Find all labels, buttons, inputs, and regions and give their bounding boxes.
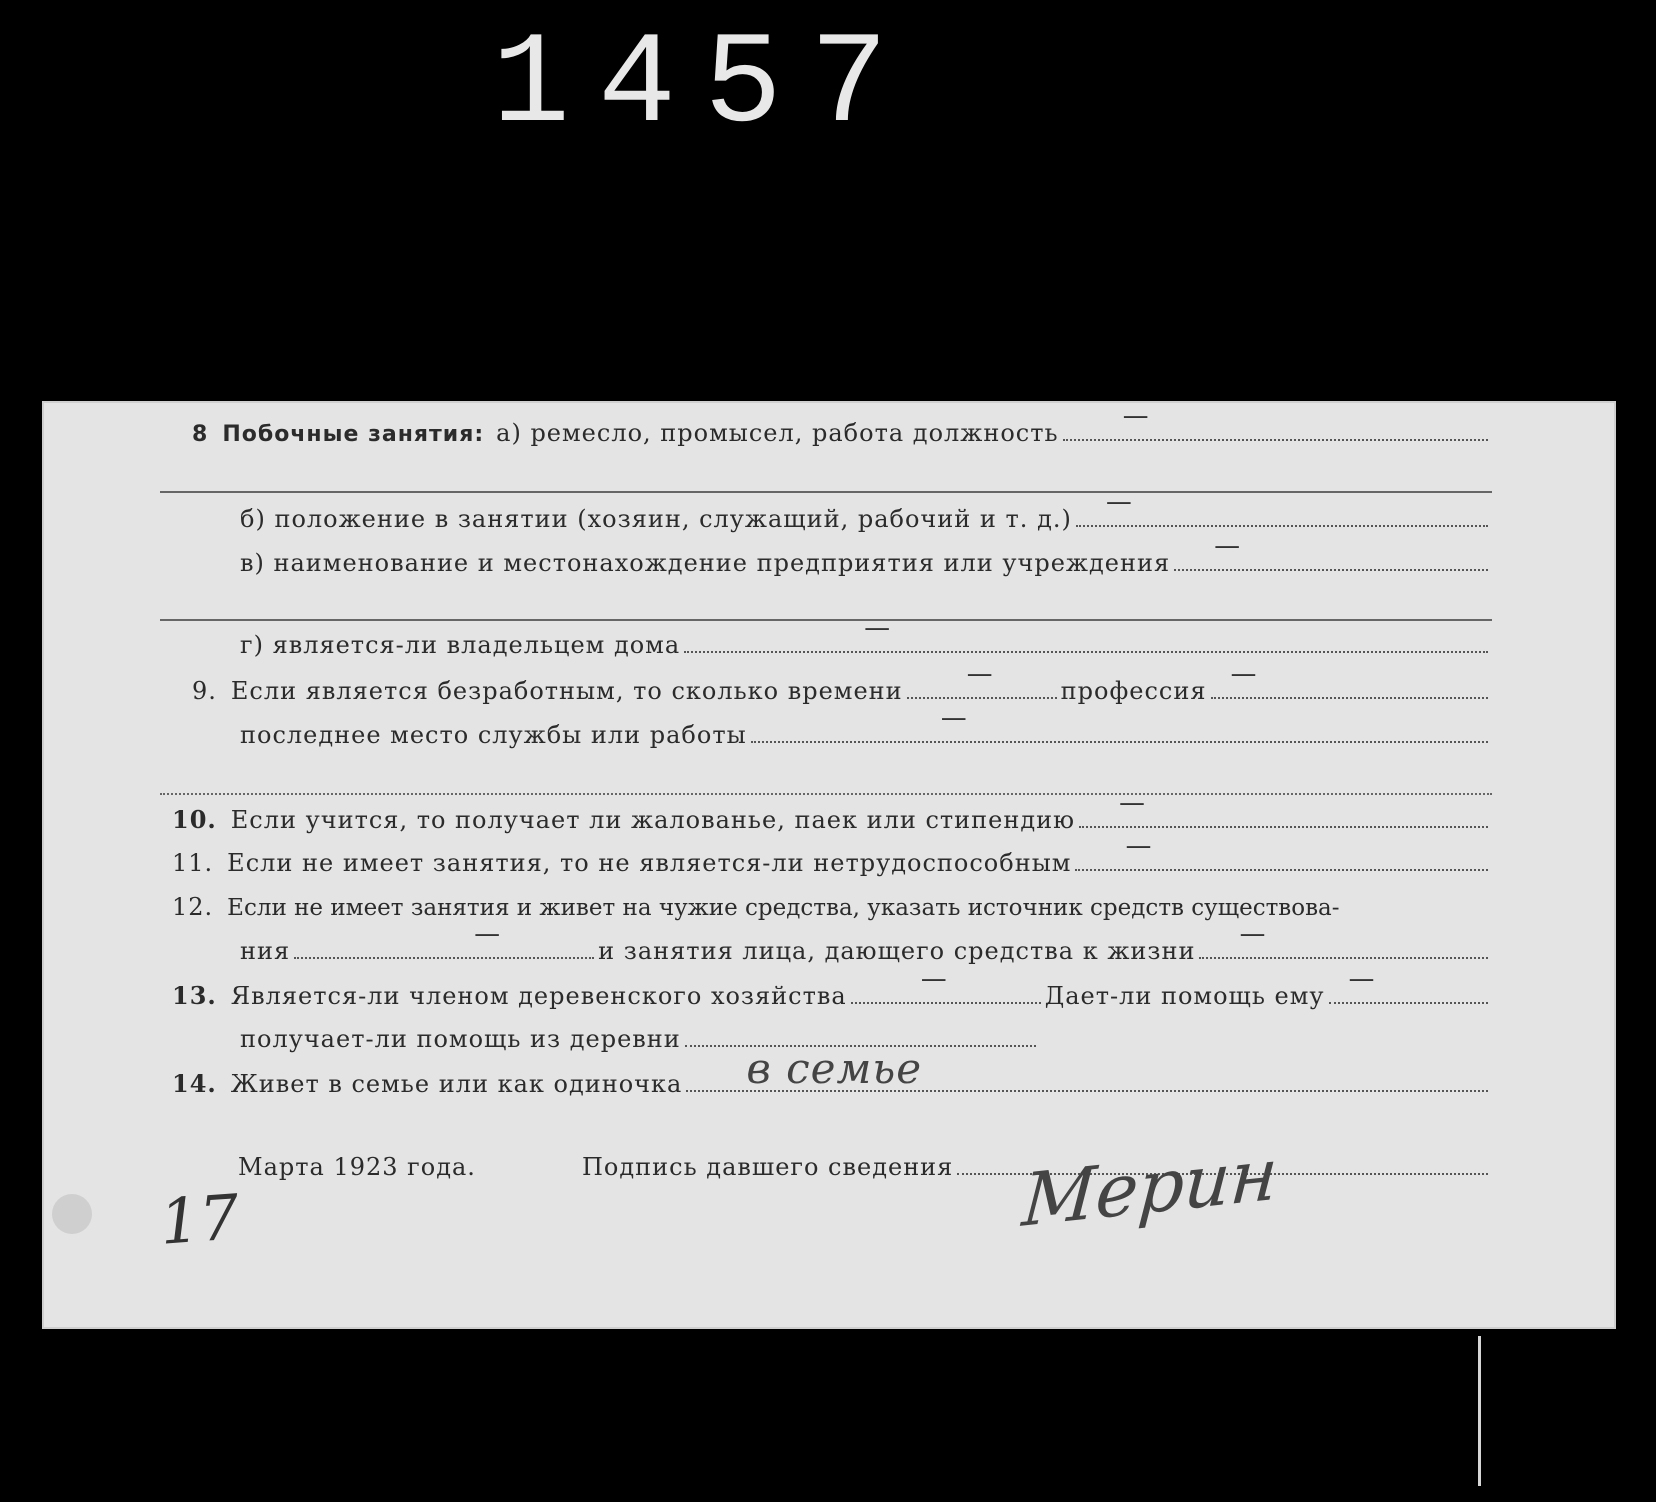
stamp-mark: [52, 1194, 92, 1234]
census-form-card: [42, 401, 1616, 1329]
q9-last-place-label: последнее место службы или работы: [240, 721, 747, 749]
q11-value: —: [1125, 831, 1153, 861]
q13-row: [172, 964, 1492, 1010]
q8-g-value: —: [864, 613, 892, 643]
q13-member-field: [851, 964, 1041, 1004]
q9-number: 9.: [192, 677, 217, 705]
q12-cont-row: [240, 919, 1492, 965]
q11-field: [1075, 831, 1488, 871]
q8-v-label: в) наименование и местонахождение предприятия или учреждения: [240, 549, 1171, 577]
q12-label-cont: ния: [240, 937, 291, 965]
q9-time-field: [907, 659, 1057, 699]
q8-v-value: —: [1214, 531, 1242, 561]
continuation-line: [160, 619, 1492, 621]
q11-number: 11.: [172, 849, 214, 877]
q12-row: [172, 893, 1492, 921]
q12-provider-field: [1199, 919, 1488, 959]
q10-value: —: [1119, 788, 1147, 818]
q14-field: [686, 1044, 1488, 1093]
q8-v-field: [1174, 531, 1488, 571]
q13-number: 13.: [172, 981, 217, 1010]
q8-g-field: [684, 613, 1488, 653]
q9-profession-field: [1211, 659, 1489, 699]
q9-row: [192, 659, 1492, 705]
q8-title: Побочные занятия:: [222, 422, 485, 447]
q10-row: [172, 788, 1492, 834]
q12-label: Если не имеет занятия и живет на чужие средства, указать источник средств существова-: [227, 895, 1340, 921]
date-text: Марта 1923 года.: [238, 1153, 476, 1181]
q14-label: Живет в семье или как одиночка: [230, 1070, 683, 1098]
q9-profession-label: профессия: [1060, 677, 1207, 705]
q11-label: Если не имеет занятия, то не является-ли нетрудоспособным: [227, 849, 1072, 877]
q9-time-value: —: [966, 659, 994, 689]
handwritten-signature: Мерин: [1019, 1131, 1281, 1243]
q9-last-place-field: [751, 703, 1488, 743]
q12-source-field: [294, 919, 594, 959]
q8-g-label: г) является-ли владельцем дома: [240, 631, 681, 659]
q10-field: [1079, 788, 1488, 828]
q12-label2: и занятия лица, дающего средства к жизни: [598, 937, 1196, 965]
q13-member-value: —: [920, 964, 948, 994]
q13-help-field: [1329, 964, 1488, 1004]
q13-label2: Дает-ли помощь ему: [1044, 982, 1325, 1010]
continuation-line: [160, 491, 1492, 493]
q9-label: Если является безработным, то сколько времени: [230, 677, 903, 705]
q8-b-value: —: [1105, 487, 1133, 517]
q12-provider-value: —: [1239, 919, 1267, 949]
film-edge-mark: [1478, 1336, 1481, 1486]
q10-number: 10.: [172, 805, 217, 834]
q8-a-value: —: [1122, 401, 1150, 431]
q14-number: 14.: [172, 1069, 217, 1098]
q12-source-value: —: [474, 919, 502, 949]
q8-b-label: б) положение в занятии (хозяин, служащий, рабочий и т. д.): [240, 505, 1072, 533]
q13-label: Является-ли членом деревенского хозяйства: [230, 982, 847, 1010]
q8-a-field: [1063, 401, 1488, 441]
q12-number: 12.: [172, 893, 214, 921]
q14-row: [172, 1044, 1492, 1098]
q8-g-row: [240, 613, 1492, 659]
signature-label: Подпись давшего сведения: [582, 1153, 954, 1181]
q13-help-value: —: [1348, 964, 1376, 994]
q8-a-label: а) ремесло, промысел, работа должность: [496, 419, 1059, 447]
q13-label3: получает-ли помощь из деревни: [240, 1025, 681, 1053]
date-row: [238, 1153, 476, 1181]
q9-profession-value: —: [1230, 659, 1258, 689]
q9-last-place-row: [240, 703, 1492, 749]
continuation-line: [160, 793, 1492, 795]
q10-label: Если учится, то получает ли жалованье, паек или стипендию: [230, 806, 1076, 834]
q8-number: 8: [192, 422, 209, 447]
q8-row: [192, 401, 1492, 447]
handwritten-day: 17: [157, 1180, 242, 1259]
q14-answer: в семье: [746, 1044, 923, 1093]
q11-row: [172, 831, 1492, 877]
q8-v-row: [240, 531, 1492, 577]
q8-b-row: [240, 487, 1492, 533]
frame-number: 1457: [492, 13, 917, 160]
q8-b-field: [1076, 487, 1488, 527]
q9-last-place-value: —: [940, 703, 968, 733]
